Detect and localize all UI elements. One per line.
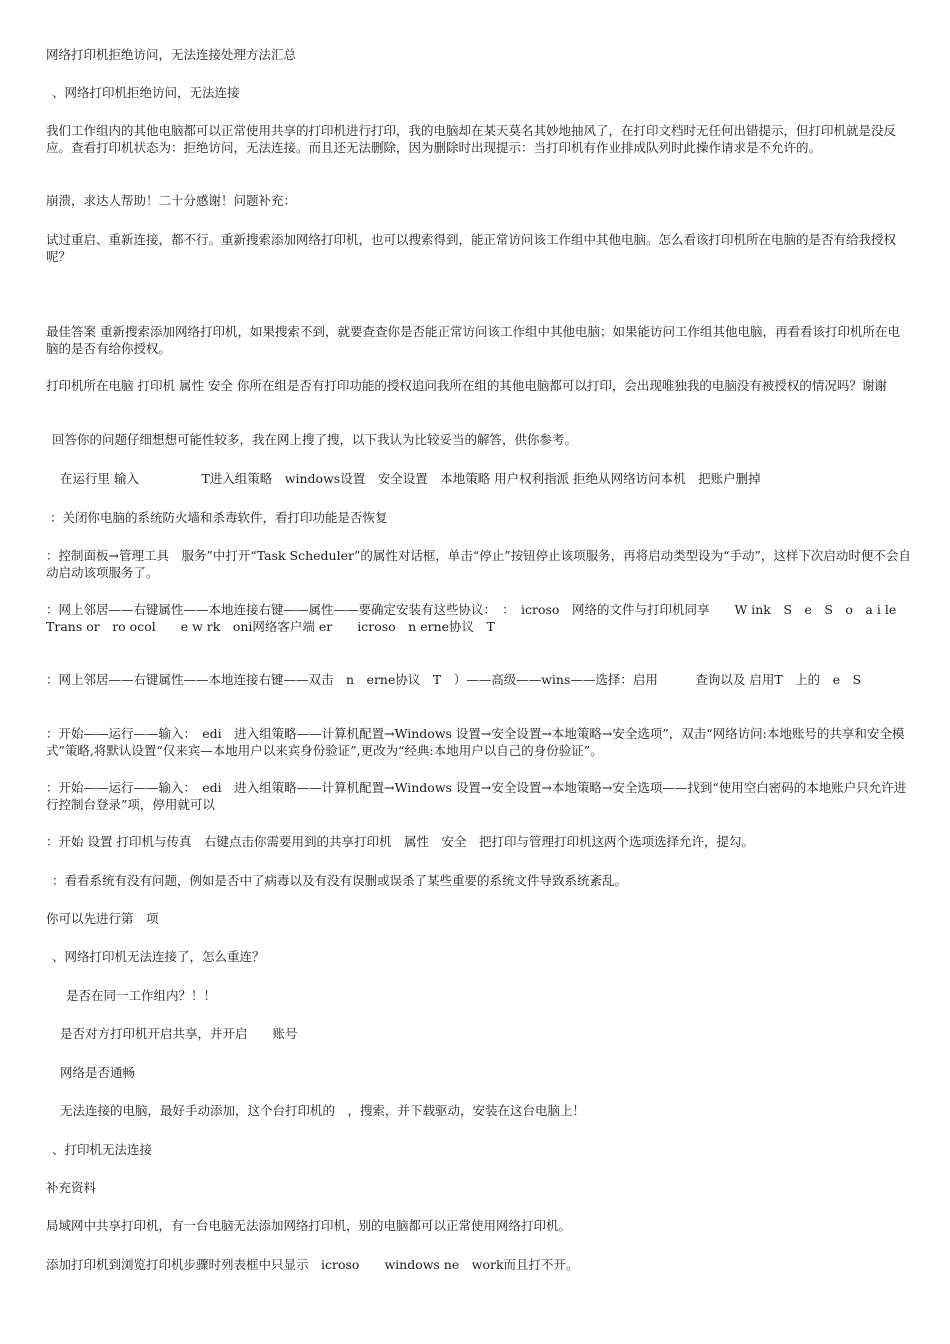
step-sharing-model: ：开始——运行——输入： edi 进入组策略——计算机配置→Windows 设置→安全设置→本地策略→安全选项”，双击“网络访问:本地账号的共享和安全模式”策略,将默认设置“仅来宾—本地用户以来宾身份验证”,更改为“经典:本地用户以自己的身份验证”。 bbox=[46, 726, 905, 758]
step-task-scheduler: ：控制面板→管理工具 服务”中打开“Task Scheduler”的属性对话框，单击“停止”按钮停止该项服务，再将启动类型设为“手动”，这样下次启动时便不会自动启动该项服务了。 bbox=[46, 548, 911, 580]
step-system-check: ：看看系统有没有问题，例如是否中了病毒以及有没有误删或误杀了某些重要的系统文件导致系统紊乱。 bbox=[52, 873, 628, 888]
browse-printer-paragraph: 添加打印机到浏览打印机步骤时列表框中只显示 icroso windows ne work而且打不开。 bbox=[46, 1257, 579, 1272]
step-gpedit: 在运行里 输入 T进入组策略 windows设置 安全设置 本地策略 用户权利指派 拒绝从网络访问本机 把账户删掉 bbox=[60, 471, 761, 486]
reply-intro: 回答你的问题仔细想想可能性较多，我在网上搜了搜，以下我认为比较妥当的解答，供你参考。 bbox=[52, 432, 578, 447]
question-paragraph: 我们工作组内的其他电脑都可以正常使用共享的打印机进行打印，我的电脑却在某天莫名其妙地抽风了，在打印文档时无任何出错提示，但打印机就是没反应。查看打印机状态为：拒绝访问，无法连接。而且还无法删除，因为删除时出现提示：当打印机有作业排成队列时此操作请求是不允许的。 bbox=[46, 123, 897, 155]
step-blank-password: ：开始——运行——输入： edi 进入组策略——计算机配置→Windows 设置→安全设置→本地策略→安全选项——找到“使用空白密码的本地账户只允许进行控制台登录”项，停用就可以 bbox=[46, 780, 907, 812]
check-sharing: 是否对方打印机开启共享，并开启 账号 bbox=[60, 1026, 298, 1041]
step-firewall: ：关闭你电脑的系统防火墙和杀毒软件，看打印功能是否恢复 bbox=[50, 510, 388, 525]
first-step-note: 你可以先进行第 项 bbox=[46, 911, 159, 926]
step-wins: ：网上邻居——右键属性——本地连接右键——双击 n erne协议 T ）——高级——wins——选择：启用 查询以及 启用T 上的 e S bbox=[46, 672, 862, 687]
section-heading-1: 、网络打印机拒绝访问，无法连接 bbox=[52, 85, 240, 100]
check-workgroup: 是否在同一工作组内？！！ bbox=[66, 988, 217, 1003]
question-supplement: 试过重启、重新连接，都不行。重新搜索添加网络打印机，也可以搜索得到，能正常访问该工作组中其他电脑。怎么看该打印机所在电脑的是否有给我授权呢？ bbox=[46, 232, 897, 264]
check-network: 网络是否通畅 bbox=[60, 1065, 136, 1080]
follow-up-question: 打印机所在电脑 打印机 属性 安全 你所在组是否有打印功能的授权追问我所在组的其他电脑都可以打印，会出现唯独我的电脑没有被授权的情况吗？谢谢 bbox=[46, 378, 887, 393]
document-title: 网络打印机拒绝访问，无法连接处理方法汇总 bbox=[46, 47, 297, 62]
manual-add-tip: 无法连接的电脑，最好手动添加，这个台打印机的 ，搜索，并下载驱动，安装在这台电脑上！ bbox=[60, 1103, 586, 1118]
supplement-heading: 补充资料 bbox=[46, 1180, 97, 1195]
question-plea: 崩溃，求达人帮助！二十分感谢！问题补充： bbox=[46, 193, 297, 208]
section-heading-3: 、打印机无法连接 bbox=[52, 1142, 153, 1157]
step-protocols: ：网上邻居——右键属性——本地连接右键——属性——要确定安装有这些协议： ： icroso 网络的文件与打印机同享 W ink S e S o a i le Trans or ro ocol e w rk oni网络客户端 er icroso n erne协议 T bbox=[46, 602, 897, 634]
best-answer-paragraph: 最佳答案 重新搜索添加网络打印机，如果搜索不到，就要查查你是否能正常访问该工作组中其他电脑；如果能访问工作组其他电脑，再看看该打印机所在电脑的是否有给你授权。 bbox=[46, 324, 900, 356]
section-heading-2: 、网络打印机无法连接了，怎么重连？ bbox=[52, 949, 265, 964]
lan-shared-printer-paragraph: 局域网中共享打印机，有一台电脑无法添加网络打印机，别的电脑都可以正常使用网络打印机。 bbox=[46, 1218, 572, 1233]
step-printer-permissions: ：开始 设置 打印机与传真 右键点击你需要用到的共享打印机 属性 安全 把打印与管理打印机这两个选项选择允许，提勾。 bbox=[46, 834, 754, 849]
